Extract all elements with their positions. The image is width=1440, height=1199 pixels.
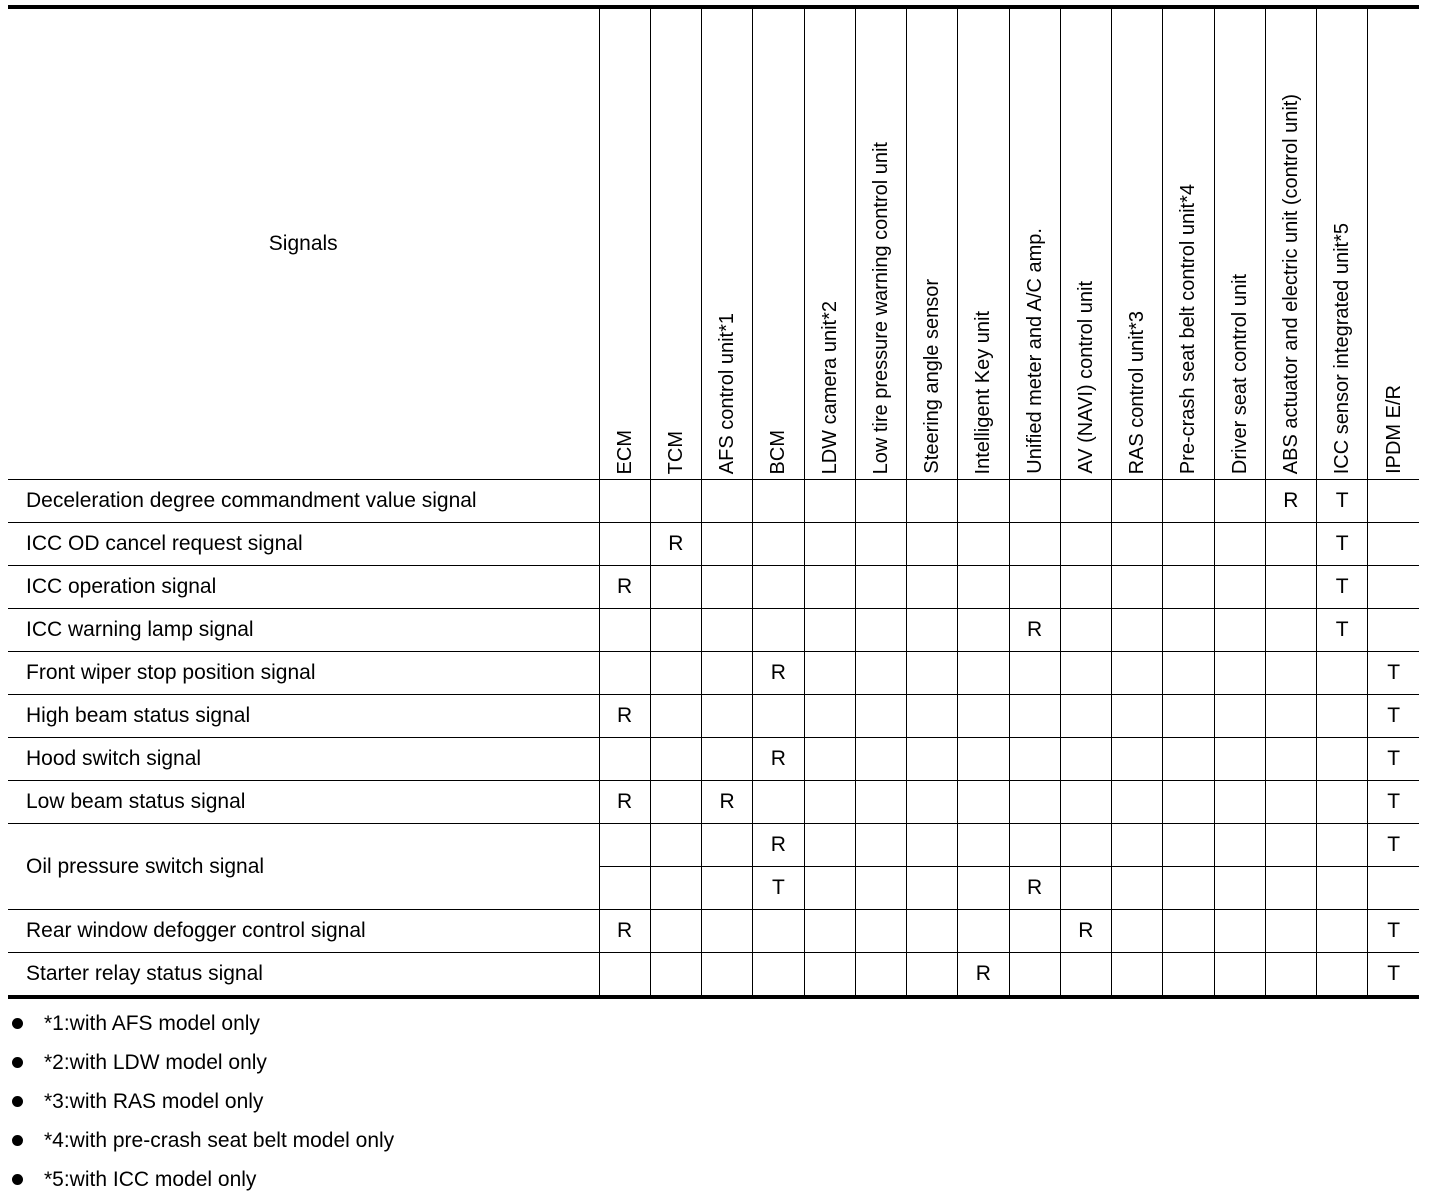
signal-mark-cell [1112,523,1163,566]
unit-header-label: AFS control unit*1 [716,312,739,474]
signal-mark-cell [650,781,701,824]
signal-mark-cell [907,910,958,953]
signal-name: Low beam status signal [8,781,599,824]
unit-header [907,7,958,480]
signal-mark-cell [855,609,906,652]
signal-mark-cell [1265,738,1316,781]
signal-mark-cell [1060,609,1111,652]
signal-mark-cell [1163,480,1214,523]
signal-mark-cell [702,523,753,566]
unit-header [753,7,804,480]
signal-mark-cell [599,609,650,652]
unit-header [804,7,855,480]
signal-mark-cell: T [1368,910,1419,953]
signal-mark-cell [1112,953,1163,998]
unit-header-label: ECM [613,429,636,474]
signal-mark-cell [650,480,701,523]
signal-mark-cell [804,824,855,867]
signal-mark-cell [1060,781,1111,824]
signal-mark-cell [1214,824,1265,867]
signal-name: Rear window defogger control signal [8,910,599,953]
signal-mark-cell [1112,609,1163,652]
signal-mark-cell [1214,781,1265,824]
signal-mark-cell [1265,652,1316,695]
signal-name: High beam status signal [8,695,599,738]
signal-mark-cell [1265,910,1316,953]
signal-mark-cell: T [1317,566,1368,609]
signal-mark-cell [650,824,701,867]
signal-mark-cell [1112,652,1163,695]
signal-mark-cell [1112,566,1163,609]
signal-mark-cell: R [650,523,701,566]
signal-mark-cell [1060,523,1111,566]
unit-header-label: RAS control unit*3 [1126,310,1149,474]
signal-mark-cell [804,781,855,824]
signal-mark-cell [804,867,855,910]
signal-mark-cell [855,867,906,910]
signal-mark-cell [855,480,906,523]
signal-mark-cell [907,609,958,652]
table-row [8,566,1419,609]
signal-mark-cell [1112,910,1163,953]
signal-mark-cell [702,867,753,910]
unit-header [1112,7,1163,480]
unit-header [1060,7,1111,480]
table-row [8,480,1419,523]
signal-mark-cell [958,695,1009,738]
footnote-item [12,1004,394,1043]
signal-mark-cell: R [753,652,804,695]
signal-mark-cell [804,652,855,695]
signal-mark-cell [1265,523,1316,566]
footnote-text: *2:with LDW model only [44,1050,267,1074]
signal-mark-cell: R [753,824,804,867]
bullet-icon [12,1057,23,1068]
table-row [8,910,1419,953]
signal-mark-cell [1009,480,1060,523]
unit-header [599,7,650,480]
table-row [8,824,1419,867]
signal-mark-cell [804,953,855,998]
signal-mark-cell [1368,609,1419,652]
signal-mark-cell [1060,824,1111,867]
unit-header [702,7,753,480]
signal-name: ICC OD cancel request signal [8,523,599,566]
signal-mark-cell [855,566,906,609]
unit-header [1214,7,1265,480]
unit-header-label: LDW camera unit*2 [818,300,841,474]
signal-mark-cell: R [958,953,1009,998]
header-row [8,7,1419,480]
unit-header-label: ABS actuator and electric unit (control unit) [1279,93,1302,474]
signal-mark-cell: T [1368,781,1419,824]
unit-header-label: Unified meter and A/C amp. [1023,228,1046,474]
signal-mark-cell [599,738,650,781]
unit-header-label: BCM [767,429,790,474]
signal-mark-cell [599,480,650,523]
signal-mark-cell [1009,953,1060,998]
signal-mark-cell [599,652,650,695]
signals-header: Signals [8,7,599,480]
signal-mark-cell [907,867,958,910]
signal-mark-cell [958,781,1009,824]
signal-mark-cell [1009,566,1060,609]
signal-mark-cell: R [1265,480,1316,523]
footnote-text: *5:with ICC model only [44,1167,257,1191]
signal-mark-cell [1163,695,1214,738]
signal-mark-cell [1009,910,1060,953]
signal-mark-cell [650,695,701,738]
signal-mark-cell [1112,867,1163,910]
signal-mark-cell [1060,652,1111,695]
signal-mark-cell [650,867,701,910]
signal-mark-cell [1317,781,1368,824]
table-body [8,480,1419,998]
footnote-item [12,1082,394,1121]
table-row [8,953,1419,998]
signal-mark-cell [753,566,804,609]
signal-mark-cell [702,652,753,695]
signal-mark-cell [1214,652,1265,695]
signal-mark-cell [599,824,650,867]
signal-mark-cell [907,652,958,695]
signal-mark-cell [804,566,855,609]
signal-mark-cell [958,867,1009,910]
signal-name: Hood switch signal [8,738,599,781]
signal-mark-cell [1214,910,1265,953]
signal-mark-cell [1265,609,1316,652]
signal-mark-cell [907,695,958,738]
signal-mark-cell [650,953,701,998]
signal-mark-cell [753,910,804,953]
signal-mark-cell [907,523,958,566]
signal-mark-cell [855,652,906,695]
signal-mark-cell [958,910,1009,953]
signal-mark-cell [702,824,753,867]
bullet-icon [12,1018,23,1029]
signal-mark-cell [1317,695,1368,738]
signal-mark-cell [599,953,650,998]
table-row [8,523,1419,566]
table-row [8,738,1419,781]
signal-mark-cell [1112,824,1163,867]
signal-mark-cell [1163,910,1214,953]
signal-mark-cell [855,953,906,998]
signal-mark-cell: T [1368,695,1419,738]
signal-mark-cell [958,566,1009,609]
signal-mark-cell [1214,867,1265,910]
unit-header [650,7,701,480]
signal-mark-cell [702,609,753,652]
signal-mark-cell [958,824,1009,867]
unit-header [1317,7,1368,480]
signal-mark-cell [907,781,958,824]
signal-mark-cell [1060,695,1111,738]
signal-mark-cell [1112,738,1163,781]
signal-mark-cell: T [1368,953,1419,998]
signal-mark-cell [1060,738,1111,781]
signal-mark-cell [907,566,958,609]
signal-mark-cell [1112,781,1163,824]
footnote-item [12,1121,394,1160]
unit-header-label: Driver seat control unit [1228,273,1251,474]
unit-header-label: ICC sensor integrated unit*5 [1331,222,1354,474]
unit-header [1265,7,1316,480]
signal-mark-cell [804,609,855,652]
signal-mark-cell [907,480,958,523]
footnotes-list [12,1004,394,1199]
signal-name: Deceleration degree commandment value signal [8,480,599,523]
signal-mark-cell: T [1368,652,1419,695]
signal-mark-cell: T [1317,609,1368,652]
signal-mark-cell [1009,781,1060,824]
signal-mark-cell [1265,695,1316,738]
table-row [8,695,1419,738]
signal-mark-cell [1009,738,1060,781]
signal-mark-cell [1009,523,1060,566]
signal-mark-cell [1317,652,1368,695]
signal-mark-cell [1317,953,1368,998]
signal-mark-cell [753,695,804,738]
signal-mark-cell [958,738,1009,781]
signal-mark-cell [1368,566,1419,609]
signal-mark-cell [855,824,906,867]
signal-mark-cell [1163,867,1214,910]
signal-mark-cell [958,523,1009,566]
unit-header-label: Pre-crash seat belt control unit*4 [1177,183,1200,474]
signal-mark-cell [1163,523,1214,566]
signal-mark-cell: T [1317,480,1368,523]
signal-mark-cell [1317,910,1368,953]
unit-header-label: Steering angle sensor [921,279,944,474]
signal-mark-cell [753,609,804,652]
signal-mark-cell [702,953,753,998]
unit-header-label: IPDM E/R [1382,385,1405,474]
signal-mark-cell [1009,824,1060,867]
signal-mark-cell [1317,824,1368,867]
signal-mark-cell [907,738,958,781]
signal-mark-cell [1214,523,1265,566]
signal-mark-cell [599,867,650,910]
unit-header [1368,7,1419,480]
signal-mark-cell [702,695,753,738]
unit-header [958,7,1009,480]
unit-header [1009,7,1060,480]
signal-mark-cell [1317,867,1368,910]
signal-mark-cell [650,566,701,609]
signal-mark-cell [1009,652,1060,695]
bullet-icon [12,1096,23,1107]
signal-name: ICC operation signal [8,566,599,609]
signal-mark-cell: T [1317,523,1368,566]
signal-name: Front wiper stop position signal [8,652,599,695]
signal-mark-cell [855,523,906,566]
signal-mark-cell [958,609,1009,652]
signal-mark-cell [650,910,701,953]
signal-mark-cell [1009,695,1060,738]
signal-mark-cell [1265,953,1316,998]
signal-mark-cell [1060,867,1111,910]
signal-mark-cell [1265,824,1316,867]
signal-mark-cell: R [753,738,804,781]
signal-mark-cell [1368,523,1419,566]
signal-mark-cell [1163,953,1214,998]
signal-mark-cell [1265,781,1316,824]
signal-mark-cell [855,781,906,824]
bullet-icon [12,1174,23,1185]
signal-mark-cell [753,781,804,824]
signal-mark-cell: R [599,781,650,824]
signal-mark-cell [958,480,1009,523]
unit-header [1163,7,1214,480]
signal-mark-cell [753,953,804,998]
signal-mark-cell [1060,566,1111,609]
signal-mark-cell [1163,609,1214,652]
signal-mark-cell [1214,738,1265,781]
signal-mark-cell [650,738,701,781]
unit-header-label: Intelligent Key unit [972,310,995,474]
signal-mark-cell [907,824,958,867]
signal-mark-cell [1163,824,1214,867]
signal-mark-cell [1214,480,1265,523]
footnote-text: *4:with pre-crash seat belt model only [44,1128,395,1152]
signal-mark-cell [1214,609,1265,652]
unit-header-label: Low tire pressure warning control unit [869,141,892,474]
unit-header-label: AV (NAVI) control unit [1074,281,1097,474]
signal-mark-cell [702,910,753,953]
signal-mark-cell: R [702,781,753,824]
signal-mark-cell [702,480,753,523]
signal-mark-cell: R [1060,910,1111,953]
table-row [8,781,1419,824]
signal-mark-cell: T [1368,738,1419,781]
signal-name: Starter relay status signal [8,953,599,998]
table-row [8,609,1419,652]
signal-mark-cell [1112,480,1163,523]
signal-mark-cell [599,523,650,566]
signal-mark-cell [855,695,906,738]
signal-mark-cell [1112,695,1163,738]
signal-mark-cell [1163,781,1214,824]
signal-table [8,5,1419,999]
signal-mark-cell: R [1009,609,1060,652]
signal-mark-cell: R [599,695,650,738]
bullet-icon [12,1135,23,1146]
table-row [8,652,1419,695]
signal-mark-cell [650,609,701,652]
signal-mark-cell: T [753,867,804,910]
signal-mark-cell: T [1368,824,1419,867]
signal-mark-cell [702,738,753,781]
signal-mark-cell: R [1009,867,1060,910]
signal-mark-cell [855,738,906,781]
unit-header [855,7,906,480]
signal-mark-cell [804,523,855,566]
signal-mark-cell [753,480,804,523]
signal-name: ICC warning lamp signal [8,609,599,652]
unit-header-label: TCM [664,430,687,474]
signal-mark-cell [1265,867,1316,910]
signal-mark-cell: R [599,566,650,609]
signal-mark-cell [702,566,753,609]
signal-mark-cell [1163,738,1214,781]
signal-mark-cell [855,910,906,953]
signal-mark-cell [1060,953,1111,998]
signal-mark-cell [804,910,855,953]
footnote-text: *1:with AFS model only [44,1011,260,1035]
signal-mark-cell [1214,695,1265,738]
signal-mark-cell [1368,480,1419,523]
footnote-item [12,1043,394,1082]
signal-mark-cell [1214,953,1265,998]
signal-mark-cell [958,652,1009,695]
signal-mark-cell [804,695,855,738]
signal-mark-cell [1317,738,1368,781]
signal-mark-cell [1265,566,1316,609]
signal-mark-cell: R [599,910,650,953]
signal-mark-cell [1214,566,1265,609]
signal-mark-cell [1368,867,1419,910]
signal-mark-cell [753,523,804,566]
footnote-item [12,1160,394,1199]
signal-mark-cell [804,738,855,781]
signal-mark-cell [804,480,855,523]
signal-mark-cell [1060,480,1111,523]
signal-mark-cell [650,652,701,695]
footnote-text: *3:with RAS model only [44,1089,264,1113]
signal-mark-cell [1163,566,1214,609]
signal-mark-cell [1163,652,1214,695]
signal-name: Oil pressure switch signal [8,824,599,910]
signal-mark-cell [907,953,958,998]
